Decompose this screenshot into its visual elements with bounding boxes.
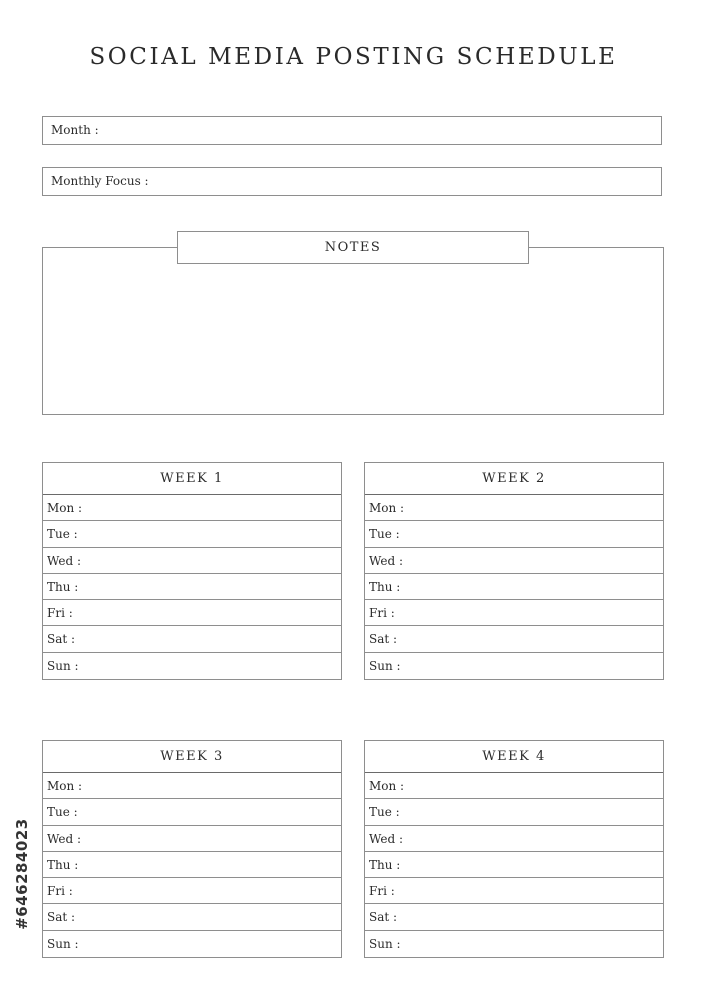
month-field[interactable] <box>42 116 662 145</box>
week-3-day-row[interactable]: Mon : <box>43 773 341 799</box>
week-2-table <box>364 462 664 680</box>
week-4-day-row[interactable]: Wed : <box>365 826 663 852</box>
monthly-focus-field[interactable] <box>42 167 662 196</box>
week-4-header: WEEK 4 <box>365 741 663 773</box>
week-3-day-row[interactable]: Sat : <box>43 904 341 930</box>
week-3-day-row[interactable]: Wed : <box>43 826 341 852</box>
week-2-day-row[interactable]: Thu : <box>365 574 663 600</box>
week-2-header: WEEK 2 <box>365 463 663 495</box>
week-1-day-row[interactable]: Wed : <box>43 548 341 574</box>
page-title: SOCIAL MEDIA POSTING SCHEDULE <box>89 44 618 70</box>
week-1-day-row[interactable]: Thu : <box>43 574 341 600</box>
week-3-header: WEEK 3 <box>43 741 341 773</box>
month-label: Month : <box>51 123 99 137</box>
week-2-day-row[interactable]: Wed : <box>365 548 663 574</box>
week-3-table <box>42 740 342 958</box>
week-4-table <box>364 740 664 958</box>
week-4-day-row[interactable]: Mon : <box>365 773 663 799</box>
week-3-day-row[interactable]: Fri : <box>43 878 341 904</box>
week-1-header: WEEK 1 <box>43 463 341 495</box>
week-2-day-row[interactable]: Fri : <box>365 600 663 626</box>
week-4-day-row[interactable]: Sat : <box>365 904 663 930</box>
week-2-day-row[interactable]: Sat : <box>365 626 663 652</box>
week-2-day-row[interactable]: Mon : <box>365 495 663 521</box>
week-1-day-row[interactable]: Sun : <box>47 658 79 673</box>
week-4-day-row[interactable]: Tue : <box>365 799 663 825</box>
notes-box[interactable] <box>42 247 664 415</box>
week-1-table <box>42 462 342 680</box>
week-1-day-row[interactable]: Mon : <box>43 495 341 521</box>
week-2-day-row[interactable]: Sun : <box>369 658 401 673</box>
week-1-day-row[interactable]: Sat : <box>43 626 341 652</box>
notes-header: NOTES <box>177 231 529 264</box>
week-3-day-row[interactable]: Sun : <box>47 936 79 951</box>
week-4-day-row[interactable]: Fri : <box>365 878 663 904</box>
week-1-day-row[interactable]: Tue : <box>43 521 341 547</box>
week-4-day-row[interactable]: Sun : <box>369 936 401 951</box>
watermark-id-strip <box>4 758 40 990</box>
week-3-day-row[interactable]: Thu : <box>43 852 341 878</box>
watermark-id-text: #646284023 <box>13 818 31 930</box>
monthly-focus-label: Monthly Focus : <box>51 174 149 188</box>
week-2-day-row[interactable]: Tue : <box>365 521 663 547</box>
week-1-day-row[interactable]: Fri : <box>43 600 341 626</box>
week-3-day-row[interactable]: Tue : <box>43 799 341 825</box>
week-4-day-row[interactable]: Thu : <box>365 852 663 878</box>
